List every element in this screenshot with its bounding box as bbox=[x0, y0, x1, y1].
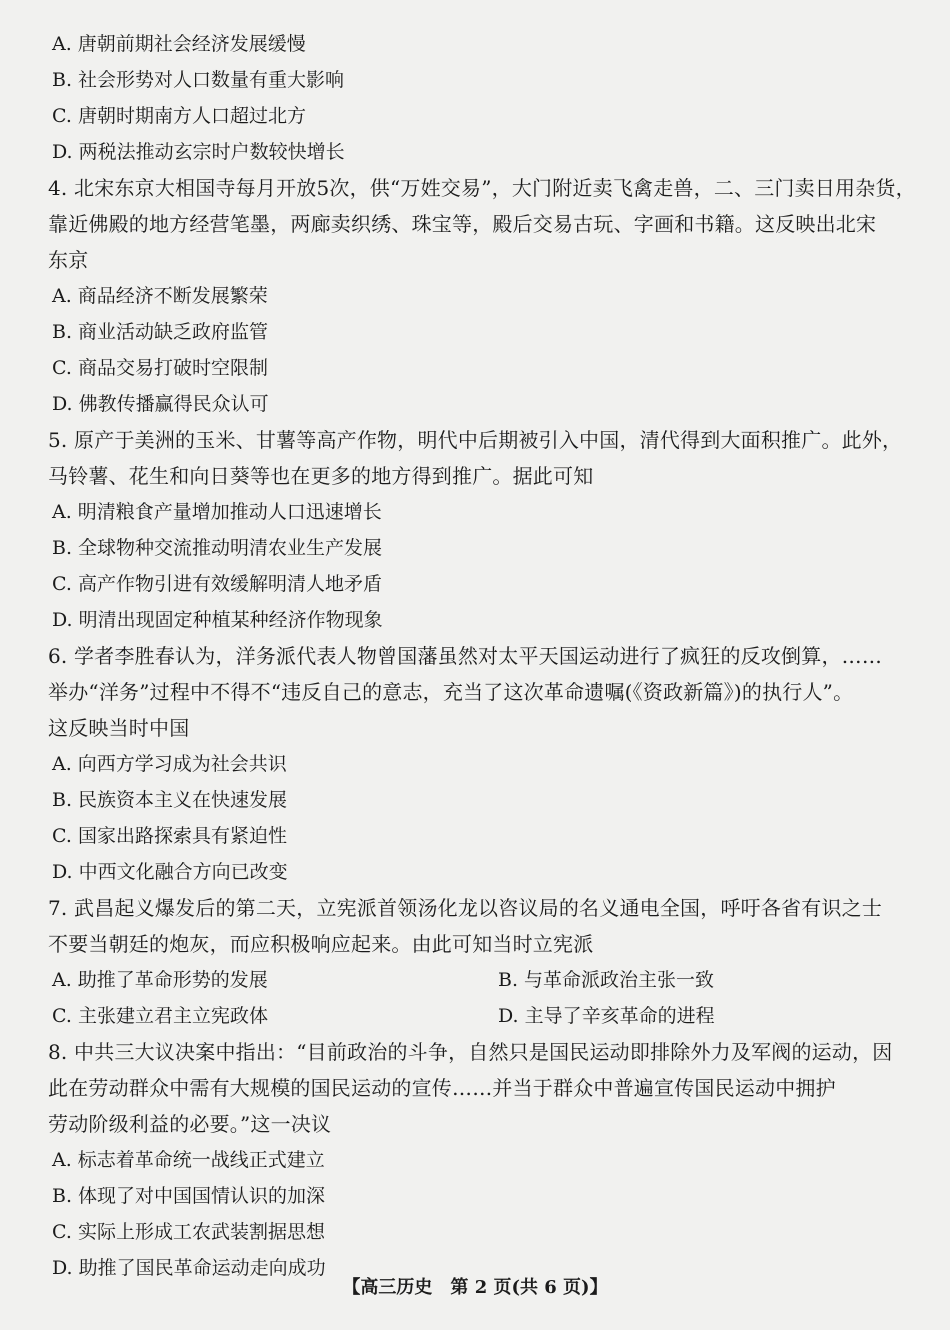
question-8 bbox=[48, 1034, 893, 1286]
q6-option-d: D. 中西文化融合方向已改变 bbox=[52, 861, 288, 883]
q8-option-a: A. 标志着革命统一战线正式建立 bbox=[52, 1149, 325, 1171]
q4-option-c: C. 商品交易打破时空限制 bbox=[52, 357, 268, 379]
q6-stem-line: 6. 学者李胜春认为，洋务派代表人物曾国藩虽然对太平天国运动进行了疯狂的反攻倒算，…… bbox=[48, 644, 883, 668]
q5-stem-line: 马铃薯、花生和向日葵等也在更多的地方得到推广。据此可知 bbox=[48, 464, 594, 488]
q3-option-d: D. 两税法推动玄宗时户数较快增长 bbox=[52, 141, 345, 163]
q6-option-c: C. 国家出路探索具有紧迫性 bbox=[52, 825, 287, 847]
q8-stem-line: 8. 中共三大议决案中指出：“目前政治的斗争，自然只是国民运动即排除外力及军阀的运动，因 bbox=[48, 1040, 893, 1064]
question-6 bbox=[48, 638, 888, 890]
q6-option-a: A. 向西方学习成为社会共识 bbox=[52, 753, 287, 775]
q7-option-b: B. 与革命派政治主张一致 bbox=[498, 969, 715, 991]
q7-option-d: D. 主导了辛亥革命的进程 bbox=[498, 1005, 715, 1027]
q7-stem-line: 不要当朝廷的炮灰，而应积极响应起来。由此可知当时立宪派 bbox=[48, 932, 594, 956]
q7-option-a: A. 助推了革命形势的发展 bbox=[52, 969, 268, 991]
q8-option-d: D. 助推了国民革命运动走向成功 bbox=[52, 1257, 326, 1279]
q8-option-b: B. 体现了对中国国情认识的加深 bbox=[52, 1185, 326, 1207]
q6-stem-line: 这反映当时中国 bbox=[48, 716, 190, 740]
q6-option-b: B. 民族资本主义在快速发展 bbox=[52, 789, 288, 811]
q5-stem-line: 5. 原产于美洲的玉米、甘薯等高产作物，明代中后期被引入中国，清代得到大面积推广。此外， bbox=[48, 428, 903, 452]
q5-option-a: A. 明清粮食产量增加推动人口迅速增长 bbox=[52, 501, 382, 523]
page-footer: 【高三历史 第 2 页(共 6 页)】 bbox=[342, 1277, 608, 1298]
q8-stem-line: 此在劳动群众中需有大规模的国民运动的宣传……并当于群众中普遍宣传国民运动中拥护 bbox=[48, 1076, 836, 1100]
q7-option-c: C. 主张建立君主立宪政体 bbox=[52, 1005, 268, 1027]
q6-stem-line: 举办“洋务”过程中不得不“违反自己的意志，充当了这次革命遗嘱(《资政新篇》)的执行人”。 bbox=[48, 680, 854, 704]
q7-options bbox=[48, 962, 888, 1034]
q8-option-c: C. 实际上形成工农武装割据思想 bbox=[52, 1221, 325, 1243]
q3-option-c: C. 唐朝时期南方人口超过北方 bbox=[52, 105, 306, 127]
q7-stem-line: 7. 武昌起义爆发后的第二天，立宪派首领汤化龙以咨议局的名义通电全国，呼吁各省有识之士 bbox=[48, 896, 883, 920]
q4-stem-line: 靠近佛殿的地方经营笔墨，两廊卖织绣、珠宝等，殿后交易古玩、字画和书籍。这反映出北宋 bbox=[48, 212, 877, 236]
q5-option-d: D. 明清出现固定种植某种经济作物现象 bbox=[52, 609, 383, 631]
q4-option-a: A. 商品经济不断发展繁荣 bbox=[52, 285, 268, 307]
q5-option-c: C. 高产作物引进有效缓解明清人地矛盾 bbox=[52, 573, 382, 595]
question-3 bbox=[48, 26, 888, 170]
question-7 bbox=[48, 890, 888, 1034]
q4-stem-line: 4. 北宋东京大相国寺每月开放5次，供“万姓交易”，大门附近卖飞禽走兽，二、三门卖日用杂货， bbox=[48, 176, 916, 200]
question-5 bbox=[48, 422, 903, 638]
q4-stem-line: 东京 bbox=[48, 248, 89, 272]
q3-option-b: B. 社会形势对人口数量有重大影响 bbox=[52, 69, 345, 91]
question-4 bbox=[48, 170, 916, 422]
q5-option-b: B. 全球物种交流推动明清农业生产发展 bbox=[52, 537, 383, 559]
q4-option-d: D. 佛教传播赢得民众认可 bbox=[52, 393, 269, 415]
q8-stem-line: 劳动阶级利益的必要。”这一决议 bbox=[48, 1112, 332, 1136]
q3-option-a: A. 唐朝前期社会经济发展缓慢 bbox=[52, 33, 306, 55]
q4-option-b: B. 商业活动缺乏政府监管 bbox=[52, 321, 269, 343]
